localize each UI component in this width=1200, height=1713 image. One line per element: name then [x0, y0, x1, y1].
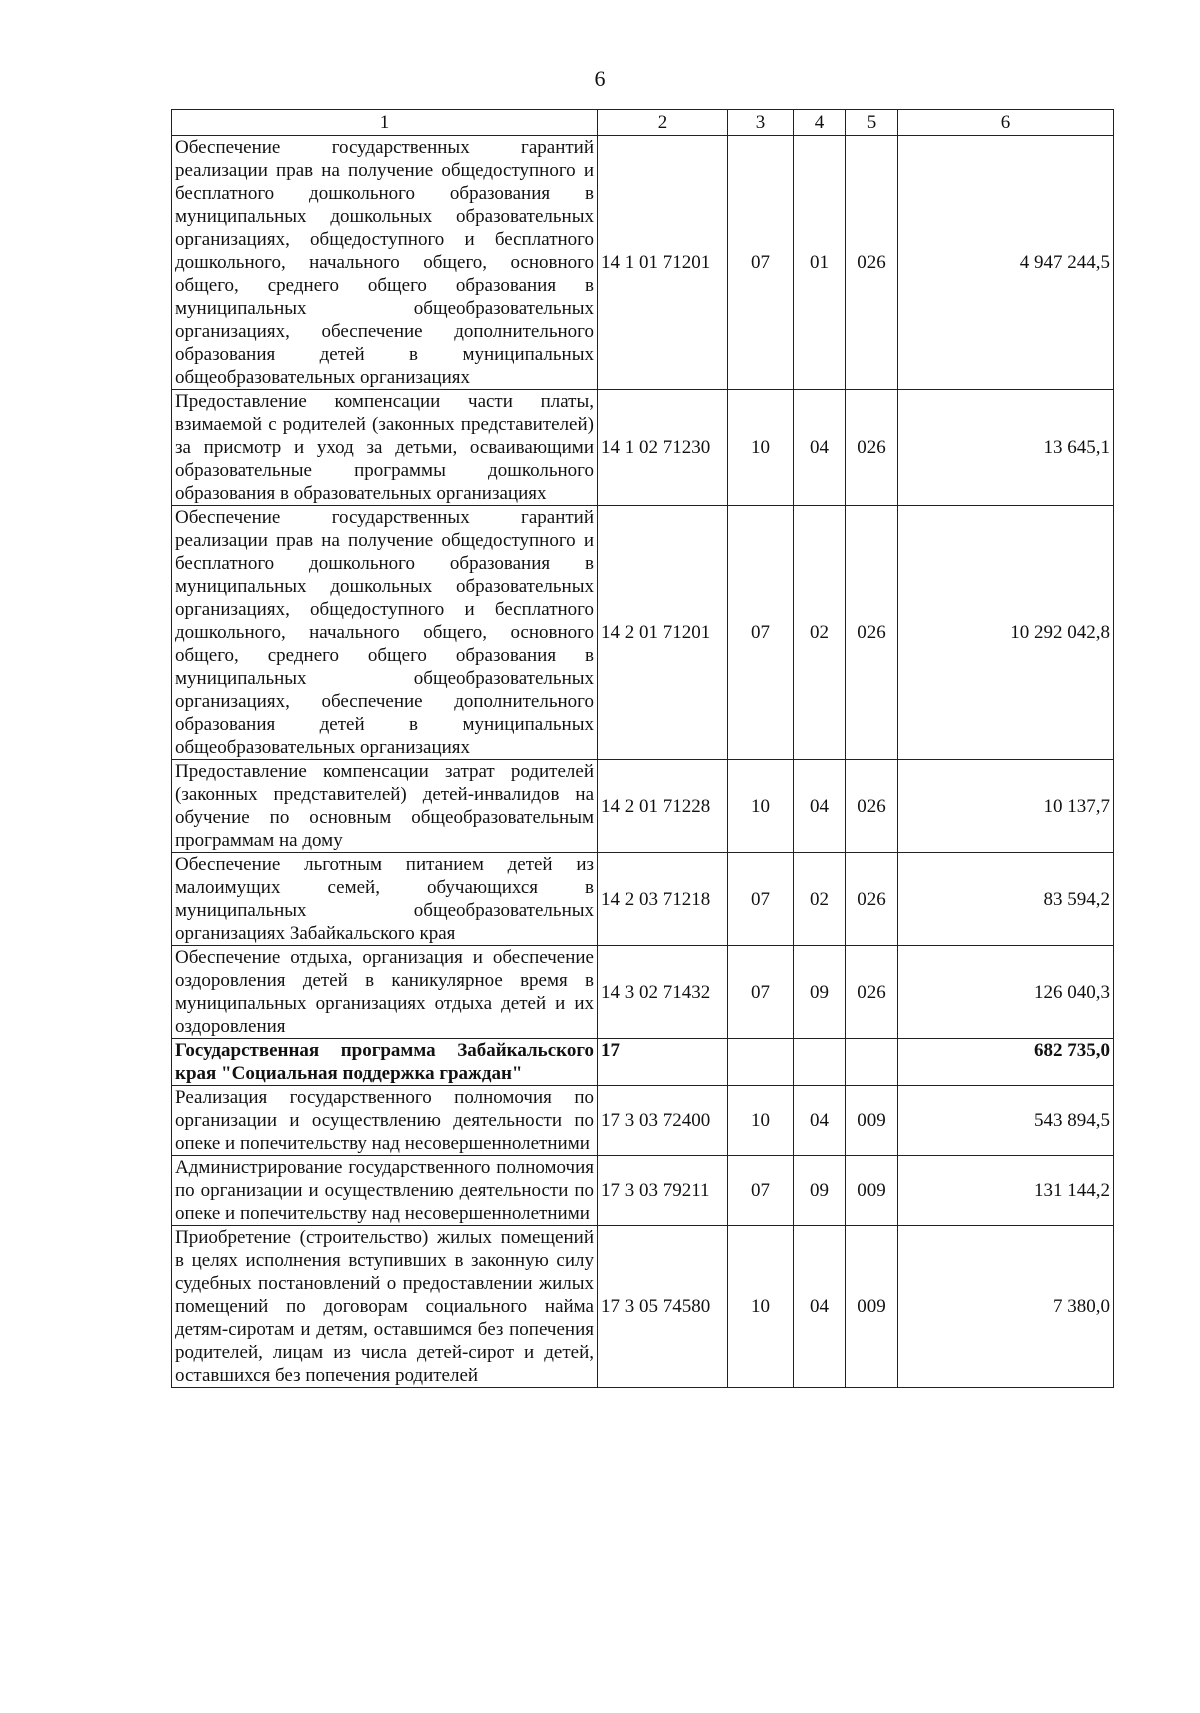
table-row	[172, 506, 1114, 760]
row-description: Обеспечение льготным питанием детей из малоимущих семей, обучающихся в муниципальных общеобразовательных организациях Забайкальского края	[172, 853, 598, 946]
table-header-row	[172, 110, 1114, 136]
row-description: Приобретение (строительство) жилых помещений в целях исполнения вступивших в законную силу судебных постановлений о предоставлении жилых помещений по договорам социального найма детям-сиротам и детям, оставшимся без попечения родителей, лицам из числа детей-сирот и детей, оставшихся без попечения родителей	[172, 1226, 598, 1388]
row-col4: 04	[794, 1086, 846, 1156]
table-row	[172, 1156, 1114, 1226]
row-amount: 131 144,2	[898, 1156, 1114, 1226]
row-col3: 07	[728, 136, 794, 390]
row-col3: 07	[728, 1156, 794, 1226]
row-col5	[846, 1039, 898, 1086]
budget-table	[171, 109, 1114, 1388]
row-code: 14 2 01 71228	[598, 760, 728, 853]
row-code: 14 1 02 71230	[598, 390, 728, 506]
row-col4: 04	[794, 1226, 846, 1388]
row-col3	[728, 1039, 794, 1086]
row-description: Предоставление компенсации части платы, взимаемой с родителей (законных представителей) за присмотр и уход за детьми, осваивающими образовательные программы дошкольного образования в образовательных организациях	[172, 390, 598, 506]
row-description: Обеспечение отдыха, организация и обеспечение оздоровления детей в каникулярное время в муниципальных организациях отдыха детей и их оздоровления	[172, 946, 598, 1039]
row-col3: 10	[728, 760, 794, 853]
row-col3: 10	[728, 1226, 794, 1388]
table-row	[172, 946, 1114, 1039]
column-header: 6	[898, 110, 1114, 136]
row-col5: 009	[846, 1226, 898, 1388]
row-col5: 026	[846, 853, 898, 946]
row-col4: 02	[794, 506, 846, 760]
table-row	[172, 1226, 1114, 1388]
row-description: Предоставление компенсации затрат родителей (законных представителей) детей-инвалидов на обучение по основным общеобразовательным программам на дому	[172, 760, 598, 853]
column-header: 1	[172, 110, 598, 136]
row-code: 14 1 01 71201	[598, 136, 728, 390]
table-row	[172, 136, 1114, 390]
row-description: Обеспечение государственных гарантий реализации прав на получение общедоступного и бесплатного дошкольного образования в муниципальных дошкольных образовательных организациях, общедоступного и бесплатного дошкольного, начального общего, основного общего, среднего общего образования в муниципальных общеобразовательных организациях, обеспечение дополнительного образования детей в муниципальных общеобразовательных организациях	[172, 506, 598, 760]
row-col5: 026	[846, 946, 898, 1039]
column-header: 5	[846, 110, 898, 136]
row-amount: 10 292 042,8	[898, 506, 1114, 760]
row-amount: 543 894,5	[898, 1086, 1114, 1156]
row-col4: 09	[794, 1156, 846, 1226]
column-header: 4	[794, 110, 846, 136]
column-header: 2	[598, 110, 728, 136]
row-description: Администрирование государственного полномочия по организации и осуществлению деятельности по опеке и попечительству над несовершеннолетними	[172, 1156, 598, 1226]
row-col3: 10	[728, 390, 794, 506]
row-col3: 07	[728, 506, 794, 760]
row-col4: 01	[794, 136, 846, 390]
row-col4: 04	[794, 760, 846, 853]
row-col5: 009	[846, 1156, 898, 1226]
row-description: Обеспечение государственных гарантий реализации прав на получение общедоступного и бесплатного дошкольного образования в муниципальных дошкольных образовательных организациях, общедоступного и бесплатного дошкольного, начального общего, основного общего, среднего общего образования в муниципальных общеобразовательных организациях, обеспечение дополнительного образования детей в муниципальных общеобразовательных организациях	[172, 136, 598, 390]
row-col5: 026	[846, 506, 898, 760]
program-row	[172, 1039, 1114, 1086]
row-code: 17	[598, 1039, 728, 1086]
row-col5: 026	[846, 390, 898, 506]
row-amount: 10 137,7	[898, 760, 1114, 853]
row-amount: 682 735,0	[898, 1039, 1114, 1086]
row-code: 14 2 03 71218	[598, 853, 728, 946]
table-row	[172, 1086, 1114, 1156]
row-col3: 07	[728, 946, 794, 1039]
table-row	[172, 760, 1114, 853]
row-amount: 13 645,1	[898, 390, 1114, 506]
row-col5: 026	[846, 136, 898, 390]
row-col3: 10	[728, 1086, 794, 1156]
row-col3: 07	[728, 853, 794, 946]
row-code: 14 2 01 71201	[598, 506, 728, 760]
row-col4: 04	[794, 390, 846, 506]
row-code: 14 3 02 71432	[598, 946, 728, 1039]
row-amount: 126 040,3	[898, 946, 1114, 1039]
row-amount: 7 380,0	[898, 1226, 1114, 1388]
row-code: 17 3 05 74580	[598, 1226, 728, 1388]
table-row	[172, 853, 1114, 946]
row-description: Государственная программа Забайкальского края "Социальная поддержка граждан"	[172, 1039, 598, 1086]
row-col4: 09	[794, 946, 846, 1039]
row-code: 17 3 03 79211	[598, 1156, 728, 1226]
row-amount: 83 594,2	[898, 853, 1114, 946]
row-col4	[794, 1039, 846, 1086]
table-row	[172, 390, 1114, 506]
row-code: 17 3 03 72400	[598, 1086, 728, 1156]
row-col5: 009	[846, 1086, 898, 1156]
column-header: 3	[728, 110, 794, 136]
row-description: Реализация государственного полномочия по организации и осуществлению деятельности по опеке и попечительству над несовершеннолетними	[172, 1086, 598, 1156]
page-number: 6	[594, 66, 606, 91]
row-col5: 026	[846, 760, 898, 853]
row-col4: 02	[794, 853, 846, 946]
row-amount: 4 947 244,5	[898, 136, 1114, 390]
